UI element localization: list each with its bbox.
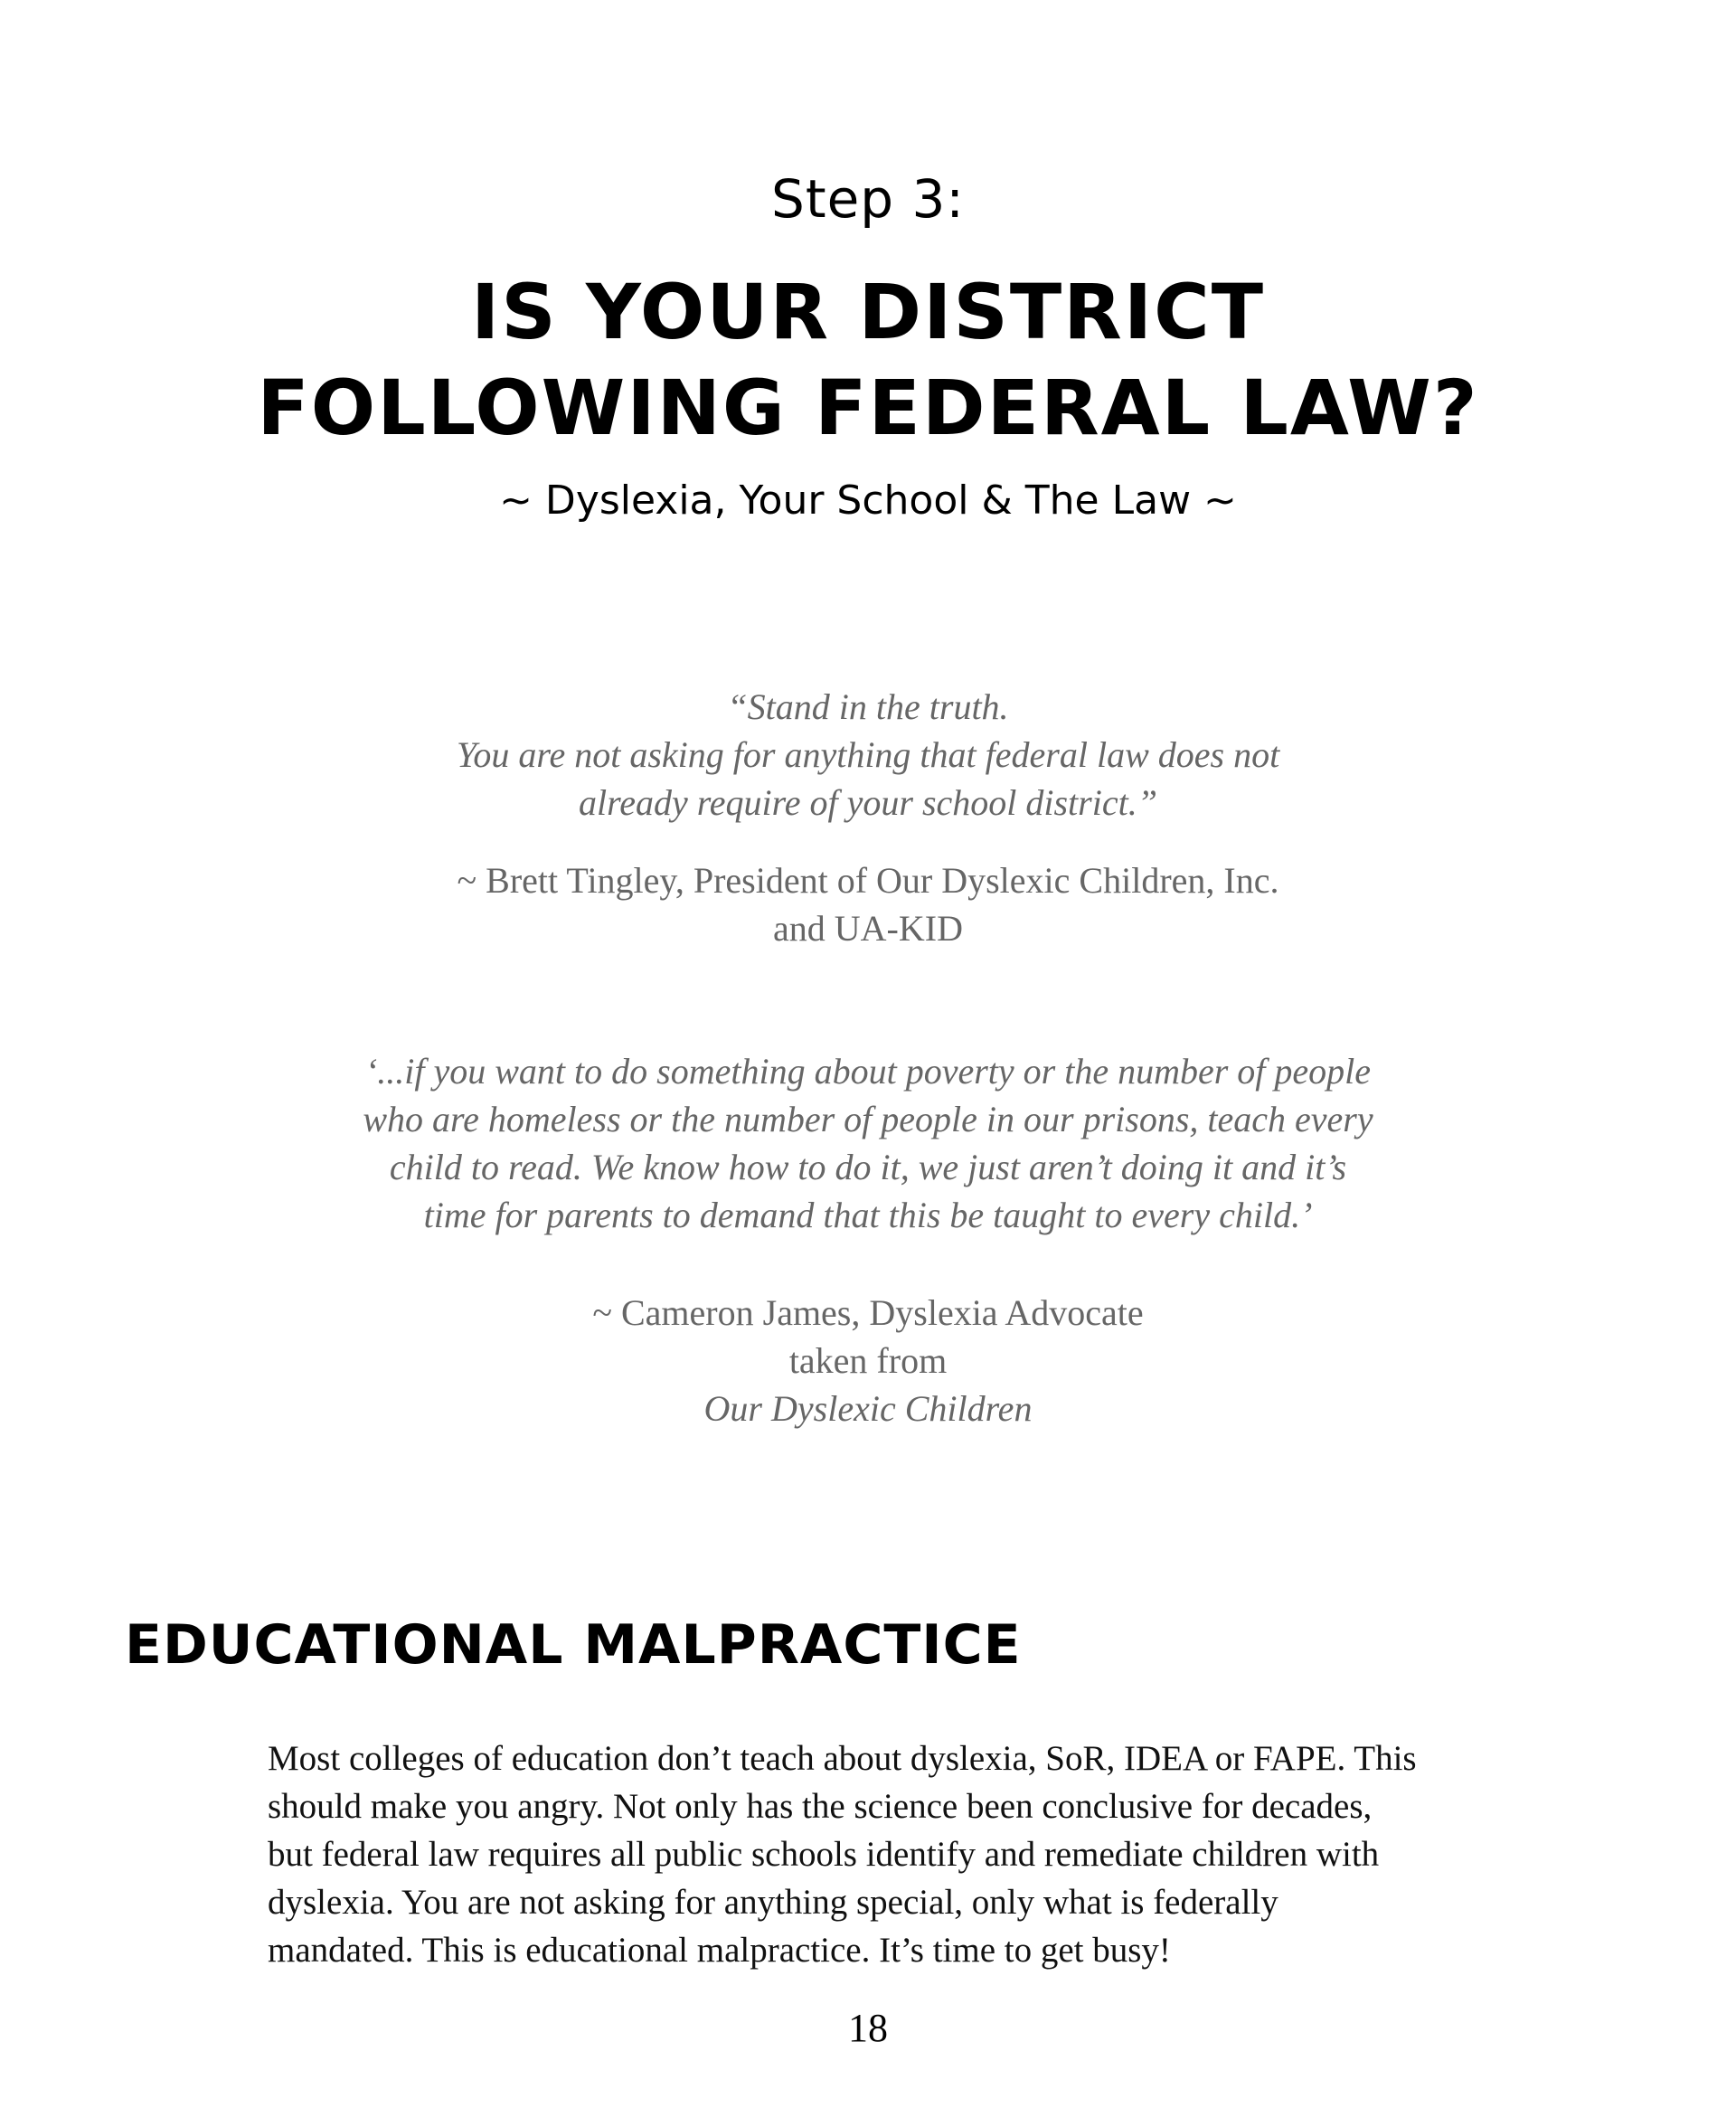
quote-2-attribution-line-1: ~ Cameron James, Dyslexia Advocate — [592, 1292, 1144, 1333]
quote-1-text — [0, 683, 1736, 827]
quote-1-attribution-line-1: ~ Brett Tingley, President of Our Dyslexic Children, Inc. — [457, 860, 1279, 901]
quote-1-line-1: “Stand in the truth. — [727, 686, 1009, 727]
page-title — [0, 264, 1736, 456]
section-heading: EDUCATIONAL MALPRACTICE — [125, 1613, 1022, 1677]
quote-2-line-2: who are homeless or the number of people in our prisons, teach every — [363, 1099, 1373, 1139]
quote-2-text — [0, 1047, 1736, 1239]
body-line-5: mandated. This is educational malpractice. It’s time to get busy! — [268, 1931, 1171, 1970]
page-title-line-2: FOLLOWING FEDERAL LAW? — [257, 364, 1479, 452]
quote-1-attribution — [0, 856, 1736, 952]
quote-2-line-4: time for parents to demand that this be taught to every child.’ — [423, 1195, 1313, 1235]
body-line-4: dyslexia. You are not asking for anything special, only what is federally — [268, 1883, 1278, 1922]
body-line-2: should make you angry. Not only has the science been conclusive for decades, — [268, 1787, 1373, 1826]
quote-2-line-1: ‘...if you want to do something about poverty or the number of people — [364, 1051, 1372, 1092]
quote-2-attribution-line-2: taken from — [788, 1340, 948, 1381]
step-label: Step 3: — [771, 168, 965, 230]
body-line-3: but federal law requires all public schools identify and remediate children with — [268, 1835, 1380, 1874]
quote-1-line-3: already require of your school district.” — [579, 782, 1157, 823]
body-line-1: Most colleges of education don’t teach about dyslexia, SoR, IDEA or FAPE. This — [268, 1739, 1417, 1778]
section-body-paragraph — [268, 1735, 1515, 1974]
page-number: 18 — [848, 2006, 888, 2050]
page-subtitle: ~ Dyslexia, Your School & The Law ~ — [499, 477, 1237, 524]
page-title-line-1: IS YOUR DISTRICT — [470, 268, 1266, 356]
quote-2-attribution — [0, 1289, 1736, 1432]
quote-1-line-2: You are not asking for anything that federal law does not — [456, 734, 1280, 775]
quote-1-attribution-line-2: and UA-KID — [773, 908, 963, 949]
quote-2-source: Our Dyslexic Children — [703, 1388, 1033, 1429]
quote-2-line-3: child to read. We know how to do it, we just aren’t doing it and it’s — [389, 1147, 1347, 1187]
